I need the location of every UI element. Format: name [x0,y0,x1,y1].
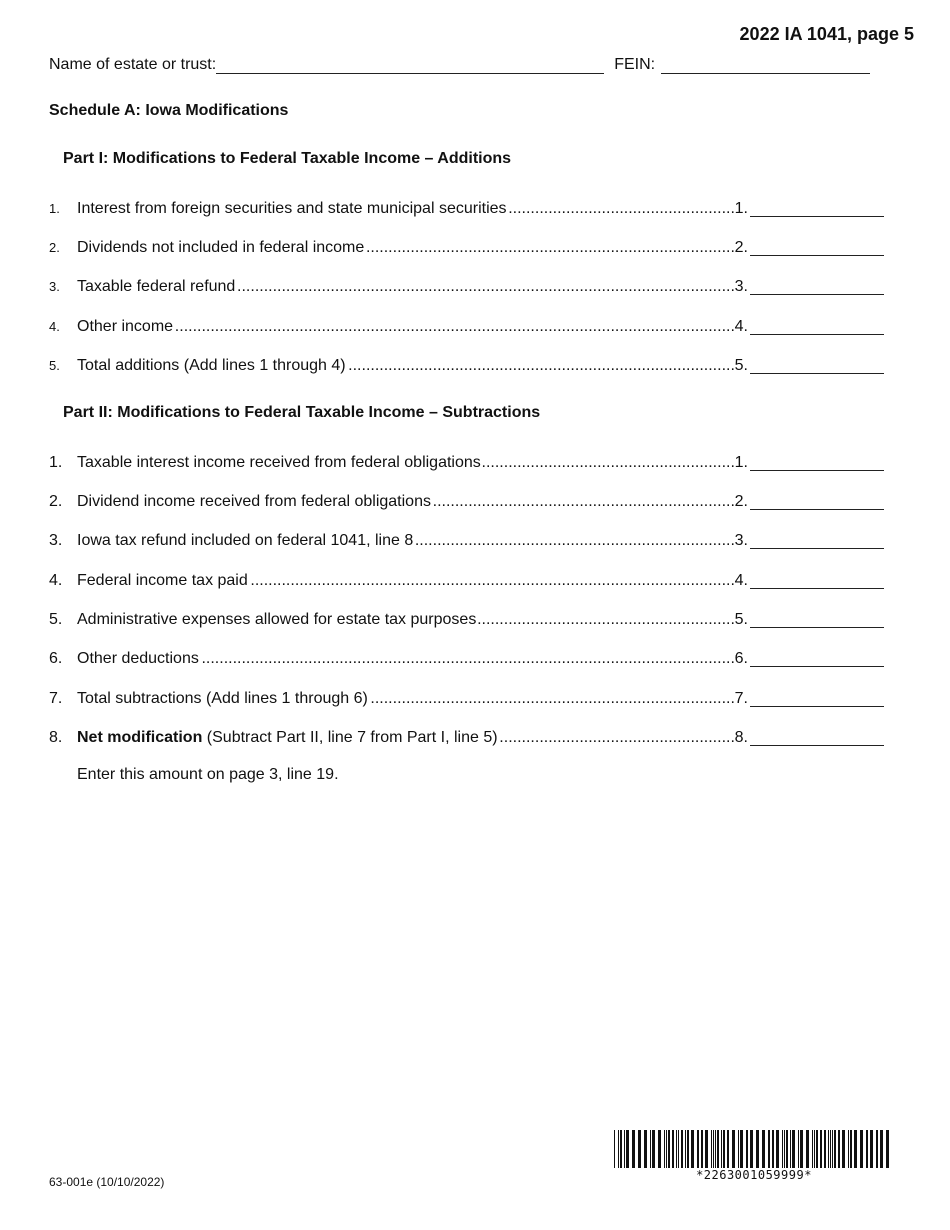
barcode-bar [727,1130,729,1168]
estate-name-label: Name of estate or trust: [49,56,217,73]
barcode-bar [842,1130,845,1168]
barcode-bar [824,1130,826,1168]
barcode-bar [762,1130,765,1168]
barcode-bar [676,1130,677,1168]
barcode-bar [626,1130,629,1168]
line-label: Other income [77,318,174,335]
barcode-bar [784,1130,785,1168]
barcode-bar [832,1130,833,1168]
line-label: Total additions (Add lines 1 through 4) [77,357,346,374]
line-ref: 5. [734,357,748,374]
barcode-bar [614,1130,615,1168]
line-label-rest: (Subtract Part II, line 7 from Part I, line 5) [202,729,498,746]
part2-line-6 [49,649,884,669]
amount-field[interactable] [750,469,884,471]
page-title: 2022 IA 1041, page 5 [739,24,914,44]
identity-row [49,56,885,74]
barcode-bar [740,1130,743,1168]
barcode-bar [738,1130,739,1168]
barcode-bar [666,1130,667,1168]
barcode-bar [721,1130,722,1168]
barcode-bar [834,1130,836,1168]
form-id: 63-001e (10/10/2022) [49,1175,165,1189]
barcode-bar [848,1130,849,1168]
line-label: Dividends not included in federal income [77,239,365,256]
line-label: Federal income tax paid [77,572,248,589]
barcode-bar [632,1130,635,1168]
barcode-bar [816,1130,818,1168]
barcode-bar [772,1130,774,1168]
barcode-bar [860,1130,863,1168]
line-label: Dividend income received from federal obligations [77,493,431,510]
amount-field[interactable] [750,547,884,549]
barcode-bar [691,1130,694,1168]
line-number: 2. [49,493,63,510]
line-label-bold: Net modification [77,729,203,746]
barcode-bar [624,1130,625,1168]
instruction-note: Enter this amount on page 3, line 19. [77,766,339,783]
part1-line-5 [49,356,884,376]
line-ref: 2. [734,493,748,510]
barcode-bar [650,1130,651,1168]
barcode-bar [697,1130,699,1168]
part2-line-2 [49,492,884,512]
barcode-bar [792,1130,795,1168]
barcode-bar [713,1130,714,1168]
barcode-bar [814,1130,815,1168]
part2-line-3 [49,531,884,551]
line-number: 7. [49,690,63,707]
barcode-bar [828,1130,829,1168]
schedule-title: Schedule A: Iowa Modifications [49,102,289,119]
barcode-bar [732,1130,735,1168]
line-label: Administrative expenses allowed for estate tax purposes [77,611,477,628]
barcode-bar [798,1130,799,1168]
fein-label: FEIN: [614,56,656,73]
barcode-bar [800,1130,803,1168]
amount-field[interactable] [750,333,884,335]
barcode-bar [701,1130,703,1168]
amount-field[interactable] [750,705,884,707]
barcode-bar [672,1130,674,1168]
barcode-bar [830,1130,831,1168]
part2-line-5 [49,610,884,630]
barcode-bar [618,1130,619,1168]
line-ref: 5. [734,611,748,628]
barcode-bar [880,1130,883,1168]
amount-field[interactable] [750,254,884,256]
barcode-bar [820,1130,822,1168]
barcode-bar [790,1130,791,1168]
line-number: 6. [49,650,63,667]
estate-name-field[interactable] [216,59,604,74]
line-number: 1. [49,201,60,216]
part2-title: Part II: Modifications to Federal Taxable Income – Subtractions [63,404,541,421]
barcode-bar [866,1130,868,1168]
line-label: Iowa tax refund included on federal 1041, line 8 [77,532,414,549]
barcode-bar [750,1130,753,1168]
line-ref: 8. [734,729,748,746]
barcode-bar [644,1130,647,1168]
part2-line-8 [49,728,884,748]
barcode-bar [638,1130,641,1168]
barcode-bar [723,1130,725,1168]
barcode-bar [715,1130,716,1168]
barcode-bar [756,1130,759,1168]
part1-line-3 [49,277,884,297]
barcode-text: *2263001059999* [696,1168,812,1182]
line-number: 1. [49,454,63,471]
line-label: Taxable federal refund [77,278,236,295]
barcode-bar [776,1130,779,1168]
amount-field[interactable] [750,293,884,295]
part2-line-4 [49,571,884,591]
amount-field[interactable] [750,744,884,746]
line-number: 5. [49,358,60,373]
part2-line-7 [49,689,884,709]
line-label: Total subtractions (Add lines 1 through 6) [77,690,368,707]
barcode-bar [886,1130,889,1168]
barcode-bar [786,1130,788,1168]
barcode-bar [838,1130,840,1168]
line-number: 2. [49,240,60,255]
barcode-bar [681,1130,683,1168]
barcode-bar [652,1130,655,1168]
line-ref: 3. [734,532,748,549]
amount-field[interactable] [750,215,884,217]
barcode-bar [711,1130,712,1168]
barcode-bar [806,1130,809,1168]
amount-field[interactable] [750,587,884,589]
barcode-bar [685,1130,686,1168]
barcode-bar [717,1130,719,1168]
barcode-bar [850,1130,852,1168]
line-label: Other deductions [77,650,199,667]
barcode-bar [664,1130,665,1168]
line-ref: 1. [734,454,748,471]
line-number: 4. [49,319,60,334]
line-number: 8. [49,729,63,746]
line-ref: 4. [734,572,748,589]
line-number: 4. [49,572,63,589]
barcode-bar [870,1130,873,1168]
barcode-bar [854,1130,857,1168]
barcode-bar [746,1130,748,1168]
barcode-bar [687,1130,689,1168]
barcode-bar [768,1130,770,1168]
line-ref: 4. [734,318,748,335]
line-ref: 3. [734,278,748,295]
line-label: Interest from foreign securities and state municipal securities [77,200,507,217]
barcode-bar [668,1130,670,1168]
fein-field[interactable] [661,59,870,74]
barcode-bar [620,1130,622,1168]
barcode-bar [782,1130,783,1168]
barcode [614,1130,894,1168]
barcode-bar [705,1130,708,1168]
line-number: 3. [49,532,63,549]
amount-field[interactable] [750,665,884,667]
line-number: 5. [49,611,63,628]
amount-field[interactable] [750,508,884,510]
line-ref: 6. [734,650,748,667]
barcode-bar [658,1130,661,1168]
amount-field[interactable] [750,372,884,374]
barcode-bar [876,1130,878,1168]
barcode-bar [678,1130,679,1168]
part2-line-1 [49,453,884,473]
part1-line-1 [49,199,884,219]
line-label: Taxable interest income received from federal obligations [77,454,481,471]
barcode-bar [812,1130,813,1168]
line-ref: 2. [734,239,748,256]
line-label [77,728,499,748]
part1-title: Part I: Modifications to Federal Taxable Income – Additions [63,150,512,167]
leader-dots [77,317,734,337]
amount-field[interactable] [750,626,884,628]
line-ref: 1. [734,200,748,217]
line-number: 3. [49,279,60,294]
line-ref: 7. [734,690,748,707]
part1-line-4 [49,317,884,337]
part1-line-2 [49,238,884,258]
